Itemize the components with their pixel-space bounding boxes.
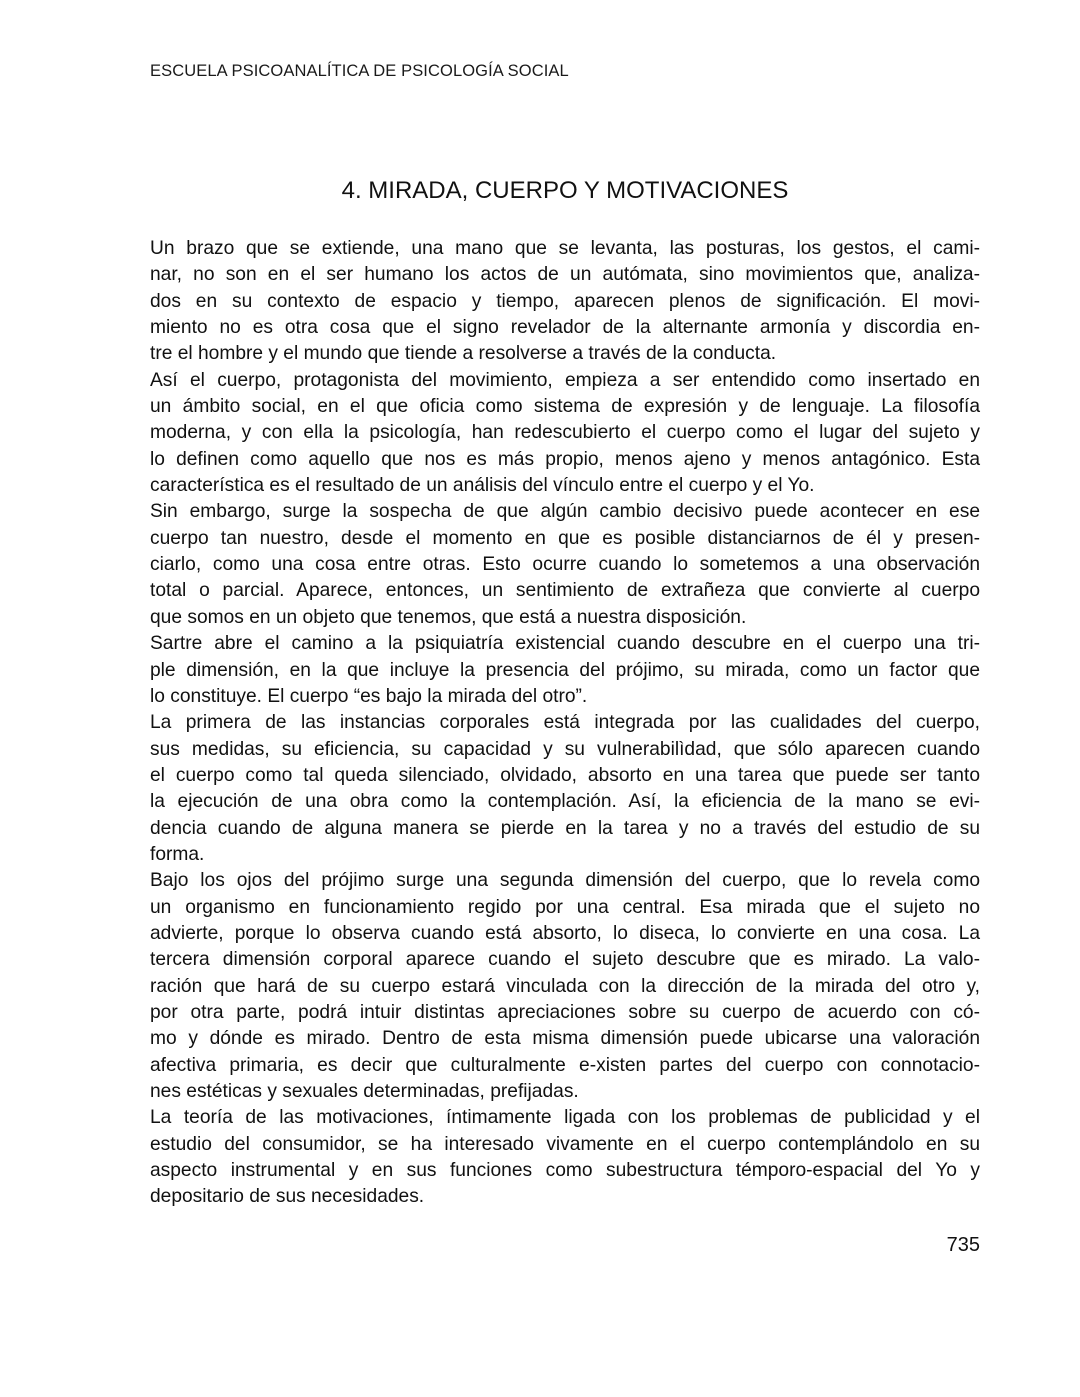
text-line: total o parcial. Aparece, entonces, un sentimiento de extrañeza que convierte al cuerpo bbox=[150, 580, 980, 602]
text-line: Así el cuerpo, protagonista del movimiento, empieza a ser entendido como insertado en bbox=[150, 369, 980, 391]
text-line: ciarlo, como una cosa entre otras. Esto ocurre cuando lo sometemos a una observación bbox=[150, 554, 980, 576]
text-line: ración que hará de su cuerpo estará vinculada con la dirección de la mirada del otro y, bbox=[150, 975, 980, 997]
text-line: lo constituye. El cuerpo “es bajo la mirada del otro”. bbox=[150, 685, 588, 707]
text-line: tercera dimensión corporal aparece cuando el sujeto descubre que es mirado. La valo- bbox=[150, 949, 980, 971]
text-line: que somos en un objeto que tenemos, que está a nuestra disposición. bbox=[150, 606, 747, 628]
text-line: forma. bbox=[150, 843, 205, 865]
text-line: moderna, y con ella la psicología, han redescubierto el cuerpo como el lugar del sujeto y bbox=[150, 422, 980, 444]
text-line: un ámbito social, en el que oficia como sistema de expresión y de lenguaje. La filosofía bbox=[150, 396, 980, 418]
text-line: aspecto instrumental y en sus funciones como subestructura témporo-espacial del Yo y bbox=[150, 1160, 980, 1182]
text-line: La primera de las instancias corporales está integrada por las cualidades del cuerpo, bbox=[150, 712, 980, 734]
text-line: nar, no son en el ser humano los actos de un autómata, sino movimientos que, analiza- bbox=[150, 264, 980, 286]
text-line: afectiva primaria, es decir que culturalmente e-xisten partes del cuerpo con connotacio- bbox=[150, 1054, 980, 1076]
text-line: Un brazo que se extiende, una mano que se levanta, las posturas, los gestos, el cami- bbox=[150, 238, 980, 259]
paragraph bbox=[150, 1105, 980, 1210]
text-line: nes estéticas y sexuales determinadas, prefijadas. bbox=[150, 1081, 579, 1102]
text-line: dencia cuando de alguna manera se pierde en la tarea y no a través del estudio de su bbox=[150, 817, 980, 839]
chapter-title: 4. MIRADA, CUERPO Y MOTIVACIONES bbox=[341, 177, 789, 204]
text-line: estudio del consumidor, se ha interesado vivamente en el cuerpo contemplándolo en su bbox=[150, 1133, 980, 1155]
paragraph bbox=[150, 368, 980, 500]
text-line: por otra parte, podrá intuir distintas apreciaciones sobre su cuerpo de acuerdo con có- bbox=[150, 1001, 980, 1023]
text-line: advierte, porque lo observa cuando está absorto, lo diseca, lo convierte en una cosa. La bbox=[150, 922, 980, 944]
text-line: el cuerpo como tal queda silenciado, olvidado, absorto en una tarea que puede ser tanto bbox=[150, 764, 980, 786]
text-line: depositario de sus necesidades. bbox=[150, 1186, 425, 1208]
text-line: cuerpo tan nuestro, desde el momento en que es posible distanciarnos de él y presen- bbox=[150, 527, 980, 549]
text-line: mo y dónde es mirado. Dentro de esta misma dimensión puede ubicarse una valoración bbox=[150, 1028, 980, 1050]
page-number: 735 bbox=[946, 1234, 980, 1256]
paragraph bbox=[150, 710, 980, 868]
paragraph bbox=[150, 236, 980, 368]
text-line: Sartre abre el camino a la psiquiatría existencial cuando descubre en el cuerpo una tri- bbox=[150, 633, 980, 655]
body-text bbox=[150, 236, 980, 1211]
text-line: sus medidas, su eficiencia, su capacidad y su vulnerabilìdad, que sólo aparecen cuando bbox=[150, 738, 980, 760]
text-line: miento no es otra cosa que el signo revelador de la alternante armonía y discordia en- bbox=[150, 317, 980, 339]
text-line: ple dimensión, en la que incluye la presencia del prójimo, su mirada, como un factor que bbox=[150, 659, 980, 681]
text-line: Bajo los ojos del prójimo surge una segunda dimensión del cuerpo, que lo revela como bbox=[150, 870, 980, 892]
text-line: lo definen como aquello que nos es más propio, menos ajeno y menos antagónico. Esta bbox=[150, 448, 980, 470]
paragraph bbox=[150, 499, 980, 631]
paragraph bbox=[150, 868, 980, 1105]
text-line: Sin embargo, surge la sospecha de que algún cambio decisivo puede acontecer en ese bbox=[150, 501, 980, 523]
paragraph bbox=[150, 631, 980, 710]
text-line: característica es el resultado de un análisis del vínculo entre el cuerpo y el Yo. bbox=[150, 475, 815, 497]
text-line: dos en su contexto de espacio y tiempo, aparecen plenos de significación. El movi- bbox=[150, 290, 980, 312]
running-header: ESCUELA PSICOANALÍTICA DE PSICOLOGÍA SOCIAL bbox=[150, 62, 569, 80]
text-line: la ejecución de una obra como la contemplación. Así, la eficiencia de la mano se evi- bbox=[150, 791, 980, 813]
text-line: tre el hombre y el mundo que tiende a resolverse a través de la conducta. bbox=[150, 343, 777, 365]
text-line: La teoría de las motivaciones, íntimamente ligada con los problemas de publicidad y el bbox=[150, 1107, 980, 1129]
text-line: un organismo en funcionamiento regido por una central. Esa mirada que el sujeto no bbox=[150, 896, 980, 918]
